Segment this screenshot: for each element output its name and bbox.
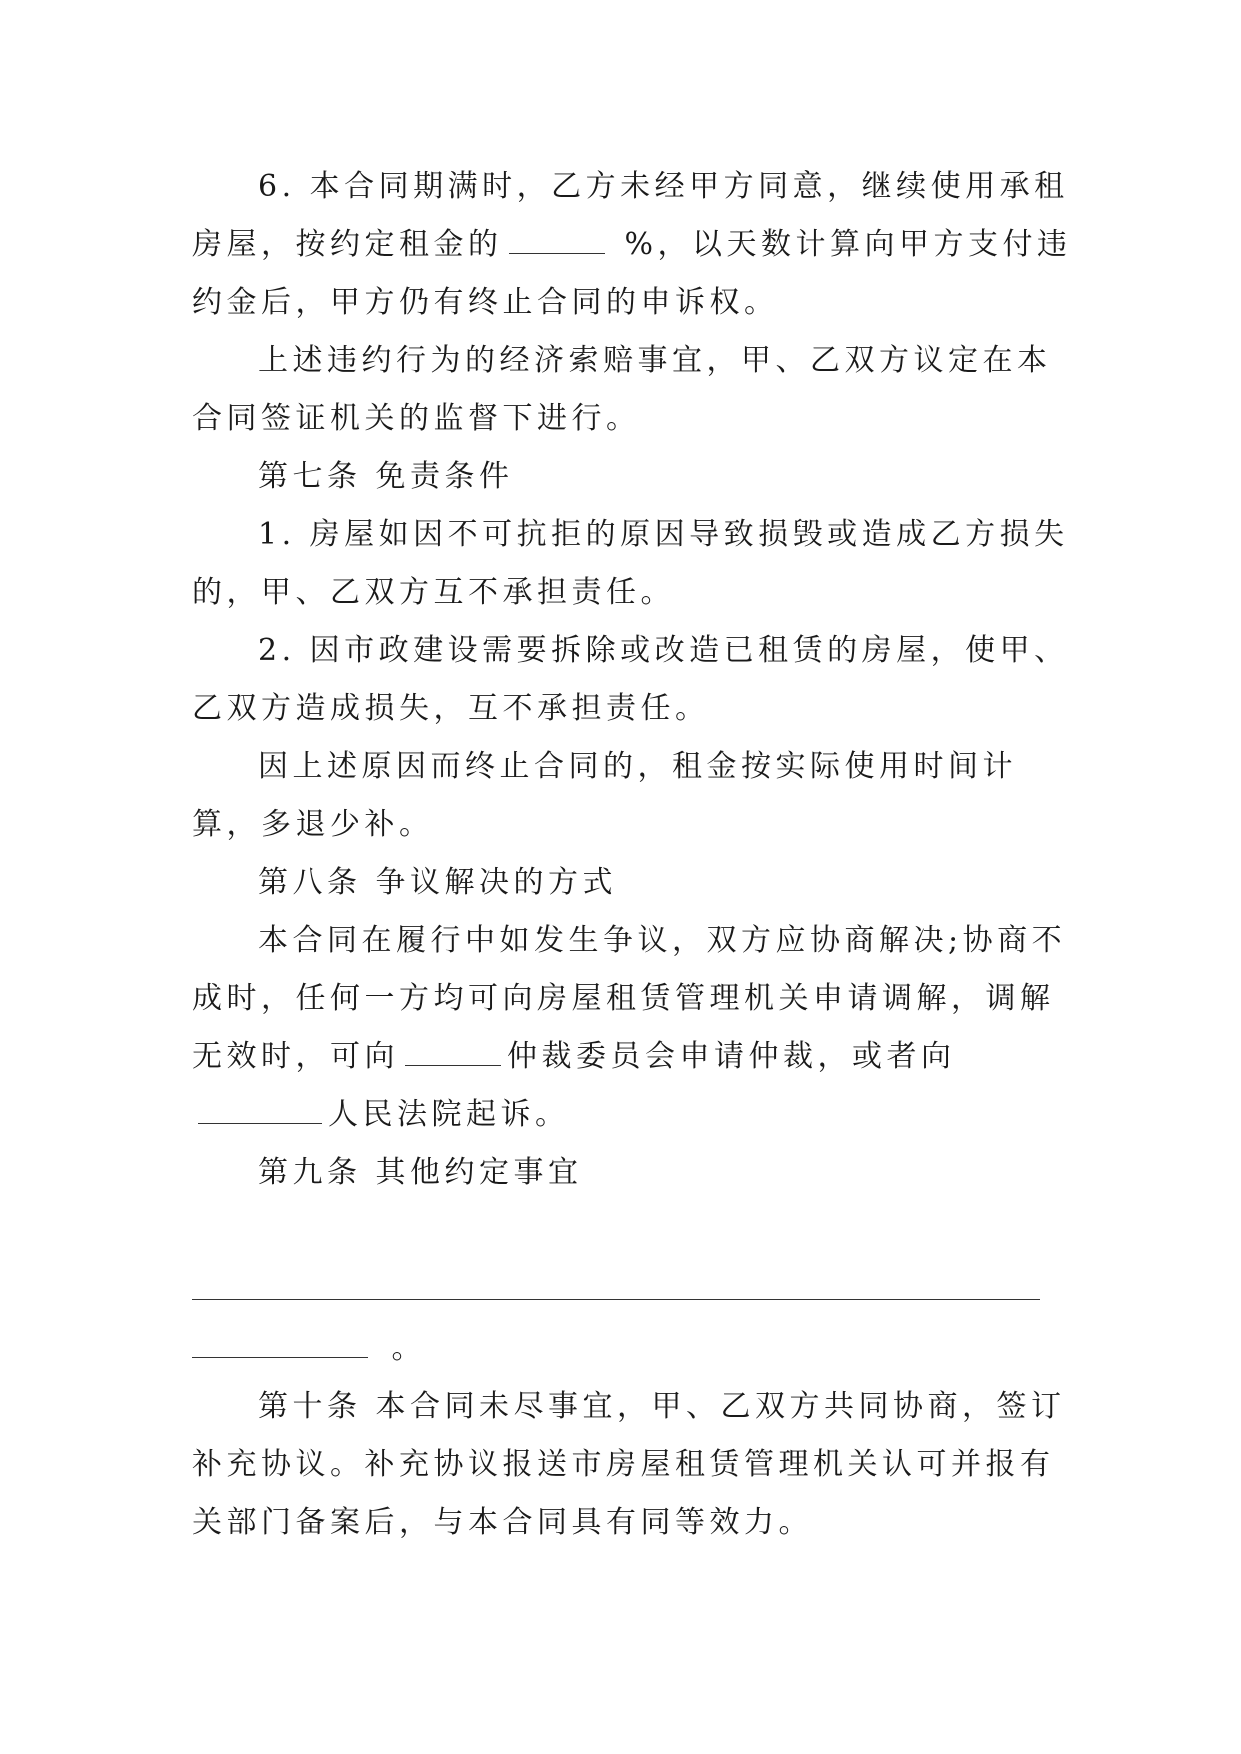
heading-article8: 第八条 争议解决的方式 [258,865,618,900]
paragraph-compensation: 上述违约行为的经济索赔事宜，甲、乙双方议定在本合同签证机关的监督下进行。 [192,343,1052,436]
blank-arbitration-committee [405,1037,501,1066]
fill-line-short-row [192,1320,1072,1378]
text-segment: 本合同在履行中如发生争议，双方应协商解决;协商不成时，任何一方均可向房屋租赁管理机关申请调解，调解无效时，可向 [192,923,1067,1074]
document-body [192,158,1072,1552]
text-segment: %，以天数计算向甲方支付违约金后，甲方仍有终止合同的申诉权。 [192,227,1072,320]
fill-line-short [192,1356,368,1358]
text-segment: 6. 本合同期满时，乙方未经甲方同意，继续使用承租房屋，按约定租金的 [192,169,1069,262]
fill-line-long [192,1298,1040,1300]
paragraph-article7-item1: 1. 房屋如因不可抗拒的原因导致损毁或造成乙方损失的，甲、乙双方互不承担责任。 [192,517,1069,610]
paragraph-article6-item6 [192,158,1072,332]
paragraph-article8 [192,912,1072,1144]
paragraph-article10: 第十条 本合同未尽事宜，甲、乙双方共同协商，签订补充协议。补充协议报送市房屋租赁管理机关认可并报有关部门备案后，与本合同具有同等效力。 [192,1389,1066,1540]
text-segment: 仲裁委员会申请仲裁，或者向 [507,1039,956,1074]
blank-percentage [509,225,605,254]
paragraph-article7-rent: 因上述原因而终止合同的，租金按实际使用时间计算，多退少补。 [192,749,1017,842]
fill-line-long-row [192,1262,1072,1320]
heading-article9: 第九条 其他约定事宜 [258,1155,583,1190]
paragraph-article7-item2: 2. 因市政建设需要拆除或改造已租赁的房屋，使甲、乙双方造成损失，互不承担责任。 [192,633,1069,726]
blank-court [198,1095,322,1124]
text-segment: 人民法院起诉。 [328,1097,570,1132]
period-mark: 。 [391,1331,427,1366]
heading-article7: 第七条 免责条件 [258,459,514,494]
spacer [192,1202,1072,1262]
